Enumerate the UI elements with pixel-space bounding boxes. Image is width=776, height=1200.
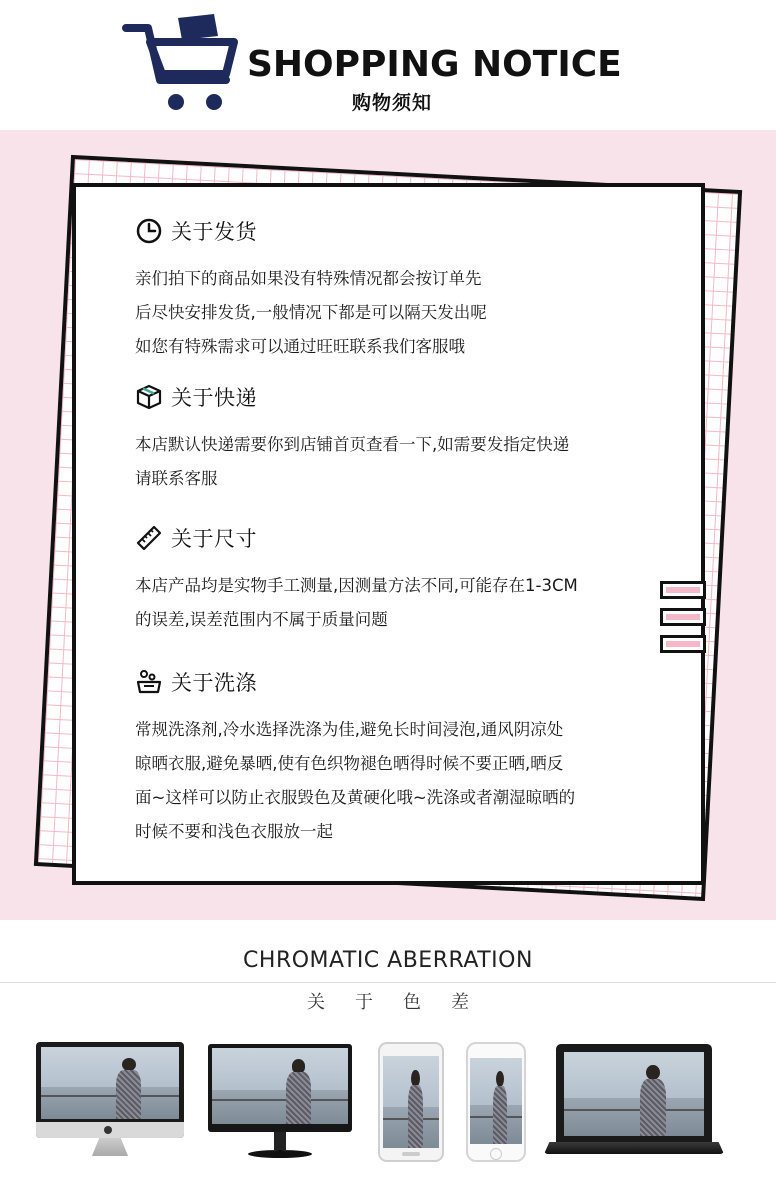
device-row [0, 1036, 776, 1166]
section-line: 面~这样可以防止衣服毁色及黄硬化哦~洗涤或者潮湿晾晒的 [135, 788, 576, 807]
section-body [135, 428, 655, 496]
section-line: 后尽快安排发货,一般情况下都是可以隔天发出呢 [135, 303, 487, 322]
header [0, 0, 776, 130]
section-body [135, 262, 655, 364]
section-line: 亲们拍下的商品如果没有特殊情况都会按订单先 [135, 269, 482, 288]
iphone-icon [466, 1042, 526, 1162]
section-line: 请联系客服 [135, 469, 218, 488]
card-tab [660, 581, 706, 599]
page-title: SHOPPING NOTICE [247, 44, 622, 85]
phone-icon [378, 1042, 444, 1162]
ruler-icon [135, 524, 163, 552]
section-title: 关于尺寸 [171, 527, 257, 551]
chromatic-subtitle: 关于色差 [307, 992, 499, 1013]
section-title: 关于发货 [171, 220, 257, 244]
card-tab [660, 635, 706, 653]
section-line: 的误差,误差范围内不属于质量问题 [135, 610, 388, 629]
imac-icon [36, 1042, 184, 1162]
shopping-cart-icon [122, 14, 242, 114]
section-title: 关于洗涤 [171, 671, 257, 695]
section-title: 关于快递 [171, 386, 257, 410]
section-shipping [135, 214, 655, 364]
section-line: 本店默认快递需要你到店铺首页查看一下,如需要发指定快递 [135, 435, 570, 454]
divider [0, 982, 776, 983]
section-body [135, 713, 655, 849]
washing-basin-icon [135, 668, 163, 696]
section-line: 晾晒衣服,避免暴晒,使有色织物褪色晒得时候不要正晒,晒反 [135, 754, 564, 773]
section-line: 时候不要和浅色衣服放一起 [135, 822, 333, 841]
laptop-icon [544, 1044, 724, 1162]
page-subtitle: 购物须知 [352, 92, 433, 114]
card-tab [660, 608, 706, 626]
chromatic-title: CHROMATIC ABERRATION [243, 948, 533, 973]
card-tabs [660, 581, 706, 662]
section-courier [135, 380, 655, 496]
section-body [135, 569, 655, 637]
section-size [135, 521, 655, 637]
section-line: 常规洗涤剂,冷水选择洗涤为佳,避免长时间浸泡,通风阴凉处 [135, 720, 564, 739]
section-washing [135, 665, 655, 849]
monitor-icon [208, 1044, 352, 1162]
section-line: 本店产品均是实物手工测量,因测量方法不同,可能存在1-3CM [135, 576, 578, 595]
clock-icon [135, 217, 163, 245]
package-box-icon [135, 383, 163, 411]
section-line: 如您有特殊需求可以通过旺旺联系我们客服哦 [135, 337, 465, 356]
